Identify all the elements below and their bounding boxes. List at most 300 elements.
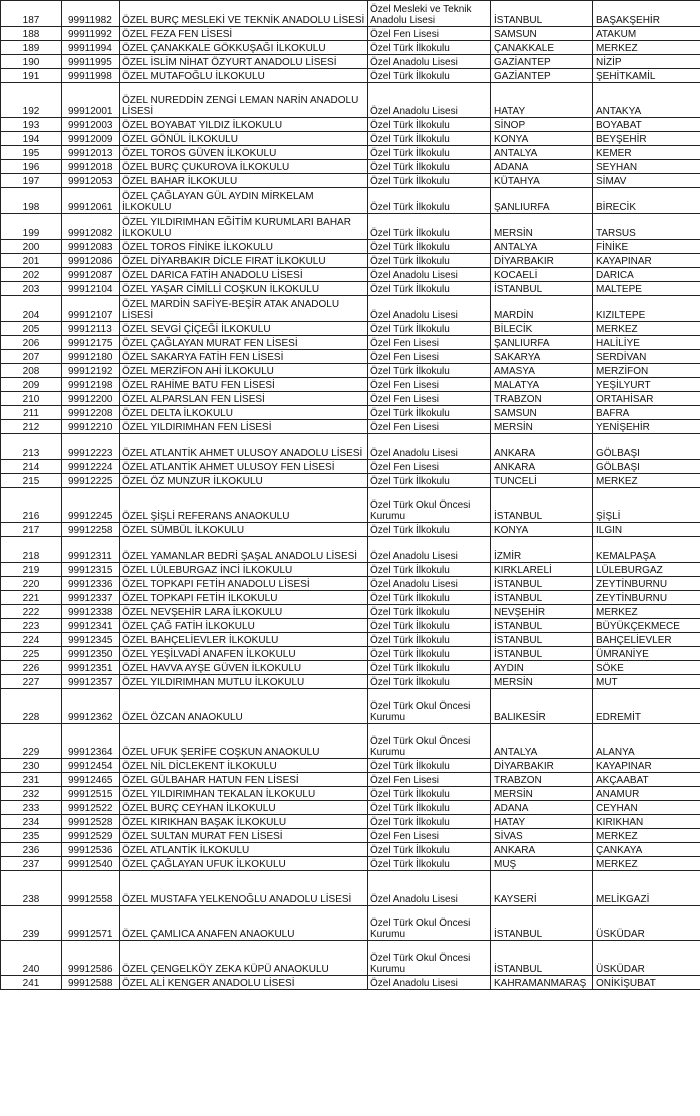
institution-code-cell: 99911998 <box>62 69 120 83</box>
school-name-cell: ÖZEL ATLANTİK AHMET ULUSOY FEN LİSESİ <box>120 460 368 474</box>
row-number-cell: 215 <box>1 474 62 488</box>
institution-code-cell: 99911995 <box>62 55 120 69</box>
row-number-cell: 203 <box>1 282 62 296</box>
school-name-cell: ÖZEL BURÇ MESLEKİ VE TEKNİK ANADOLU LİSESİ <box>120 1 368 27</box>
row-number-cell: 205 <box>1 322 62 336</box>
institution-code-cell: 99912351 <box>62 661 120 675</box>
table-row <box>1 843 700 857</box>
table-row <box>1 378 700 392</box>
table-row <box>1 488 700 523</box>
table-row <box>1 857 700 871</box>
district-cell: ŞEHİTKAMİL <box>593 69 700 83</box>
district-cell: ÜMRANİYE <box>593 647 700 661</box>
school-type-cell: Özel Türk İlkokulu <box>368 146 491 160</box>
city-cell: MERSİN <box>491 675 593 689</box>
school-name-cell: ÖZEL YILDIRIMHAN EĞİTİM KURUMLARI BAHAR İLKOKULU <box>120 214 368 240</box>
city-cell: ANTALYA <box>491 240 593 254</box>
school-name-cell: ÖZEL ÇENGELKÖY ZEKA KÜPÜ ANAOKULU <box>120 941 368 976</box>
city-cell: KAYSERİ <box>491 871 593 906</box>
school-name-cell: ÖZEL FEZA FEN LİSESİ <box>120 27 368 41</box>
school-type-cell: Özel Türk İlkokulu <box>368 474 491 488</box>
school-name-cell: ÖZEL SAKARYA FATİH FEN LİSESİ <box>120 350 368 364</box>
district-cell: ILGIN <box>593 523 700 537</box>
institution-code-cell: 99912558 <box>62 871 120 906</box>
school-name-cell: ÖZEL DELTA İLKOKULU <box>120 406 368 420</box>
institution-code-cell: 99912087 <box>62 268 120 282</box>
school-type-cell: Özel Fen Lisesi <box>368 350 491 364</box>
city-cell: SAMSUN <box>491 27 593 41</box>
city-cell: AMASYA <box>491 364 593 378</box>
institution-code-cell: 99912175 <box>62 336 120 350</box>
district-cell: MERKEZ <box>593 605 700 619</box>
district-cell: AKÇAABAT <box>593 773 700 787</box>
city-cell: MUŞ <box>491 857 593 871</box>
city-cell: İSTANBUL <box>491 633 593 647</box>
school-type-cell: Özel Türk Okul Öncesi Kurumu <box>368 488 491 523</box>
school-type-cell: Özel Türk İlkokulu <box>368 633 491 647</box>
district-cell: ALANYA <box>593 724 700 759</box>
table-row <box>1 364 700 378</box>
school-name-cell: ÖZEL ALPARSLAN FEN LİSESİ <box>120 392 368 406</box>
district-cell: EDREMİT <box>593 689 700 724</box>
row-number-cell: 228 <box>1 689 62 724</box>
school-type-cell: Özel Türk İlkokulu <box>368 406 491 420</box>
row-number-cell: 206 <box>1 336 62 350</box>
city-cell: KIRKLARELİ <box>491 563 593 577</box>
row-number-cell: 218 <box>1 537 62 563</box>
institution-code-cell: 99912198 <box>62 378 120 392</box>
row-number-cell: 204 <box>1 296 62 322</box>
row-number-cell: 199 <box>1 214 62 240</box>
table-row <box>1 83 700 118</box>
city-cell: ADANA <box>491 801 593 815</box>
city-cell: MALATYA <box>491 378 593 392</box>
district-cell: BEYŞEHİR <box>593 132 700 146</box>
district-cell: FİNİKE <box>593 240 700 254</box>
table-row <box>1 434 700 460</box>
table-row <box>1 392 700 406</box>
institution-code-cell: 99912454 <box>62 759 120 773</box>
table-row <box>1 906 700 941</box>
row-number-cell: 239 <box>1 906 62 941</box>
school-type-cell: Özel Anadolu Lisesi <box>368 268 491 282</box>
school-type-cell: Özel Türk İlkokulu <box>368 523 491 537</box>
district-cell: BAŞAKŞEHİR <box>593 1 700 27</box>
district-cell: SERDİVAN <box>593 350 700 364</box>
table-row <box>1 661 700 675</box>
district-cell: LÜLEBURGAZ <box>593 563 700 577</box>
school-name-cell: ÖZEL BOYABAT YILDIZ İLKOKULU <box>120 118 368 132</box>
school-type-cell: Özel Türk İlkokulu <box>368 801 491 815</box>
school-name-cell: ÖZEL TOPKAPI FETİH ANADOLU LİSESİ <box>120 577 368 591</box>
row-number-cell: 238 <box>1 871 62 906</box>
table-row <box>1 27 700 41</box>
district-cell: DARICA <box>593 268 700 282</box>
city-cell: SİNOP <box>491 118 593 132</box>
school-type-cell: Özel Türk İlkokulu <box>368 364 491 378</box>
district-cell: HALİLİYE <box>593 336 700 350</box>
school-type-cell: Özel Anadolu Lisesi <box>368 537 491 563</box>
institution-code-cell: 99912224 <box>62 460 120 474</box>
district-cell: BÜYÜKÇEKMECE <box>593 619 700 633</box>
institution-code-cell: 99912350 <box>62 647 120 661</box>
school-name-cell: ÖZEL NİL DİCLEKENT İLKOKULU <box>120 759 368 773</box>
row-number-cell: 198 <box>1 188 62 214</box>
school-type-cell: Özel Türk Okul Öncesi Kurumu <box>368 689 491 724</box>
district-cell: ŞİŞLİ <box>593 488 700 523</box>
city-cell: HATAY <box>491 815 593 829</box>
school-name-cell: ÖZEL İSLİM NİHAT ÖZYURT ANADOLU LİSESİ <box>120 55 368 69</box>
institution-code-cell: 99912528 <box>62 815 120 829</box>
row-number-cell: 230 <box>1 759 62 773</box>
school-name-cell: ÖZEL NUREDDİN ZENGİ LEMAN NARİN ANADOLU LİSESİ <box>120 83 368 118</box>
district-cell: MERKEZ <box>593 474 700 488</box>
city-cell: KAHRAMANMARAŞ <box>491 976 593 990</box>
row-number-cell: 241 <box>1 976 62 990</box>
row-number-cell: 221 <box>1 591 62 605</box>
institution-code-cell: 99912245 <box>62 488 120 523</box>
school-type-cell: Özel Türk İlkokulu <box>368 240 491 254</box>
table-row <box>1 55 700 69</box>
row-number-cell: 197 <box>1 174 62 188</box>
row-number-cell: 213 <box>1 434 62 460</box>
city-cell: AYDIN <box>491 661 593 675</box>
district-cell: BAHÇELİEVLER <box>593 633 700 647</box>
table-row <box>1 296 700 322</box>
table-row <box>1 647 700 661</box>
row-number-cell: 227 <box>1 675 62 689</box>
institution-code-cell: 99912208 <box>62 406 120 420</box>
school-type-cell: Özel Türk İlkokulu <box>368 188 491 214</box>
school-name-cell: ÖZEL MUTAFOĞLU İLKOKULU <box>120 69 368 83</box>
institution-code-cell: 99912338 <box>62 605 120 619</box>
city-cell: GAZİANTEP <box>491 55 593 69</box>
school-type-cell: Özel Anadolu Lisesi <box>368 296 491 322</box>
district-cell: ANAMUR <box>593 787 700 801</box>
school-type-cell: Özel Türk İlkokulu <box>368 661 491 675</box>
institution-code-cell: 99912192 <box>62 364 120 378</box>
city-cell: TRABZON <box>491 392 593 406</box>
institution-code-cell: 99912522 <box>62 801 120 815</box>
table-row <box>1 282 700 296</box>
district-cell: KAYAPINAR <box>593 254 700 268</box>
school-type-cell: Özel Türk İlkokulu <box>368 619 491 633</box>
table-row <box>1 322 700 336</box>
district-cell: ZEYTİNBURNU <box>593 577 700 591</box>
school-name-cell: ÖZEL KIRIKHAN BAŞAK İLKOKULU <box>120 815 368 829</box>
school-name-cell: ÖZEL TOROS FİNİKE İLKOKULU <box>120 240 368 254</box>
school-name-cell: ÖZEL ÇAĞLAYAN GÜL AYDIN MİRKELAM İLKOKULU <box>120 188 368 214</box>
institution-code-cell: 99912465 <box>62 773 120 787</box>
school-name-cell: ÖZEL NEVŞEHİR LARA İLKOKULU <box>120 605 368 619</box>
city-cell: MARDİN <box>491 296 593 322</box>
city-cell: TUNCELİ <box>491 474 593 488</box>
city-cell: İSTANBUL <box>491 941 593 976</box>
school-name-cell: ÖZEL MARDİN SAFİYE-BEŞİR ATAK ANADOLU LİSESİ <box>120 296 368 322</box>
district-cell: MELİKGAZİ <box>593 871 700 906</box>
district-cell: KEMER <box>593 146 700 160</box>
table-row <box>1 523 700 537</box>
table-row <box>1 563 700 577</box>
school-name-cell: ÖZEL ÖZCAN ANAOKULU <box>120 689 368 724</box>
row-number-cell: 233 <box>1 801 62 815</box>
row-number-cell: 223 <box>1 619 62 633</box>
row-number-cell: 212 <box>1 420 62 434</box>
city-cell: GAZİANTEP <box>491 69 593 83</box>
table-row <box>1 268 700 282</box>
district-cell: ZEYTİNBURNU <box>593 591 700 605</box>
city-cell: ADANA <box>491 160 593 174</box>
school-type-cell: Özel Türk İlkokulu <box>368 41 491 55</box>
table-row <box>1 214 700 240</box>
institution-code-cell: 99912225 <box>62 474 120 488</box>
row-number-cell: 208 <box>1 364 62 378</box>
district-cell: SEYHAN <box>593 160 700 174</box>
school-name-cell: ÖZEL SÜMBÜL İLKOKULU <box>120 523 368 537</box>
row-number-cell: 195 <box>1 146 62 160</box>
school-name-cell: ÖZEL YAŞAR CİMİLLİ COŞKUN İLKOKULU <box>120 282 368 296</box>
city-cell: SAKARYA <box>491 350 593 364</box>
institution-code-cell: 99912536 <box>62 843 120 857</box>
school-type-cell: Özel Anadolu Lisesi <box>368 577 491 591</box>
institution-code-cell: 99912357 <box>62 675 120 689</box>
district-cell: KEMALPAŞA <box>593 537 700 563</box>
city-cell: ANKARA <box>491 843 593 857</box>
school-type-cell: Özel Türk İlkokulu <box>368 675 491 689</box>
school-type-cell: Özel Türk İlkokulu <box>368 647 491 661</box>
row-number-cell: 240 <box>1 941 62 976</box>
city-cell: ANKARA <box>491 460 593 474</box>
school-type-cell: Özel Anadolu Lisesi <box>368 976 491 990</box>
school-name-cell: ÖZEL YAMANLAR BEDRİ ŞAŞAL ANADOLU LİSESİ <box>120 537 368 563</box>
institution-code-cell: 99912362 <box>62 689 120 724</box>
institution-code-cell: 99912341 <box>62 619 120 633</box>
district-cell: KIZILTEPE <box>593 296 700 322</box>
district-cell: GÖLBAŞI <box>593 434 700 460</box>
city-cell: HATAY <box>491 83 593 118</box>
school-type-cell: Özel Türk İlkokulu <box>368 214 491 240</box>
row-number-cell: 210 <box>1 392 62 406</box>
school-name-cell: ÖZEL ALİ KENGER ANADOLU LİSESİ <box>120 976 368 990</box>
school-name-cell: ÖZEL YILDIRIMHAN TEKALAN İLKOKULU <box>120 787 368 801</box>
city-cell: İZMİR <box>491 537 593 563</box>
school-type-cell: Özel Türk İlkokulu <box>368 254 491 268</box>
city-cell: KONYA <box>491 132 593 146</box>
district-cell: MERZİFON <box>593 364 700 378</box>
row-number-cell: 226 <box>1 661 62 675</box>
school-type-cell: Özel Mesleki ve Teknik Anadolu Lisesi <box>368 1 491 27</box>
institution-code-cell: 99912311 <box>62 537 120 563</box>
table-row <box>1 350 700 364</box>
district-cell: YENİŞEHİR <box>593 420 700 434</box>
school-type-cell: Özel Türk Okul Öncesi Kurumu <box>368 941 491 976</box>
city-cell: SİVAS <box>491 829 593 843</box>
row-number-cell: 201 <box>1 254 62 268</box>
institution-code-cell: 99911982 <box>62 1 120 27</box>
city-cell: ŞANLIURFA <box>491 336 593 350</box>
school-type-cell: Özel Fen Lisesi <box>368 829 491 843</box>
table-row <box>1 336 700 350</box>
school-type-cell: Özel Türk İlkokulu <box>368 857 491 871</box>
row-number-cell: 191 <box>1 69 62 83</box>
district-cell: MERKEZ <box>593 829 700 843</box>
row-number-cell: 202 <box>1 268 62 282</box>
school-type-cell: Özel Türk İlkokulu <box>368 843 491 857</box>
table-row <box>1 829 700 843</box>
city-cell: DİYARBAKIR <box>491 759 593 773</box>
school-type-cell: Özel Türk İlkokulu <box>368 605 491 619</box>
city-cell: DİYARBAKIR <box>491 254 593 268</box>
district-cell: CEYHAN <box>593 801 700 815</box>
district-cell: BOYABAT <box>593 118 700 132</box>
row-number-cell: 235 <box>1 829 62 843</box>
table-row <box>1 605 700 619</box>
school-name-cell: ÖZEL YILDIRIMHAN MUTLU İLKOKULU <box>120 675 368 689</box>
school-name-cell: ÖZEL MERZİFON AHİ İLKOKULU <box>120 364 368 378</box>
city-cell: MERSİN <box>491 787 593 801</box>
table-row <box>1 132 700 146</box>
district-cell: BAFRA <box>593 406 700 420</box>
institution-code-cell: 99912337 <box>62 591 120 605</box>
table-row <box>1 406 700 420</box>
school-name-cell: ÖZEL LÜLEBURGAZ İNCİ İLKOKULU <box>120 563 368 577</box>
table-row <box>1 146 700 160</box>
row-number-cell: 222 <box>1 605 62 619</box>
school-type-cell: Özel Türk İlkokulu <box>368 174 491 188</box>
city-cell: KONYA <box>491 523 593 537</box>
table-row <box>1 675 700 689</box>
institution-code-cell: 99912571 <box>62 906 120 941</box>
institution-code-cell: 99912001 <box>62 83 120 118</box>
city-cell: BİLECİK <box>491 322 593 336</box>
school-name-cell: ÖZEL ÇANAKKALE GÖKKUŞAĞI İLKOKULU <box>120 41 368 55</box>
table-row <box>1 815 700 829</box>
row-number-cell: 209 <box>1 378 62 392</box>
institution-code-cell: 99912107 <box>62 296 120 322</box>
row-number-cell: 189 <box>1 41 62 55</box>
row-number-cell: 232 <box>1 787 62 801</box>
district-cell: MERKEZ <box>593 857 700 871</box>
row-number-cell: 216 <box>1 488 62 523</box>
table-row <box>1 474 700 488</box>
institution-code-cell: 99912540 <box>62 857 120 871</box>
table-row <box>1 460 700 474</box>
district-cell: ÜSKÜDAR <box>593 906 700 941</box>
city-cell: TRABZON <box>491 773 593 787</box>
table-row <box>1 420 700 434</box>
district-cell: ÜSKÜDAR <box>593 941 700 976</box>
school-type-cell: Özel Fen Lisesi <box>368 773 491 787</box>
school-name-cell: ÖZEL GÜLBAHAR HATUN FEN LİSESİ <box>120 773 368 787</box>
table-row <box>1 591 700 605</box>
school-name-cell: ÖZEL ÖZ MUNZUR İLKOKULU <box>120 474 368 488</box>
row-number-cell: 214 <box>1 460 62 474</box>
school-name-cell: ÖZEL YEŞİLVADİ ANAFEN İLKOKULU <box>120 647 368 661</box>
row-number-cell: 217 <box>1 523 62 537</box>
school-type-cell: Özel Türk İlkokulu <box>368 322 491 336</box>
table-row <box>1 801 700 815</box>
district-cell: ONİKİŞUBAT <box>593 976 700 990</box>
row-number-cell: 200 <box>1 240 62 254</box>
school-type-cell: Özel Türk İlkokulu <box>368 759 491 773</box>
school-name-cell: ÖZEL ATLANTİK AHMET ULUSOY ANADOLU LİSESİ <box>120 434 368 460</box>
institution-code-cell: 99912113 <box>62 322 120 336</box>
district-cell: ORTAHİSAR <box>593 392 700 406</box>
city-cell: ANKARA <box>491 434 593 460</box>
school-name-cell: ÖZEL YILDIRIMHAN FEN LİSESİ <box>120 420 368 434</box>
city-cell: MERSİN <box>491 420 593 434</box>
city-cell: SAMSUN <box>491 406 593 420</box>
district-cell: MALTEPE <box>593 282 700 296</box>
row-number-cell: 237 <box>1 857 62 871</box>
institution-code-cell: 99912053 <box>62 174 120 188</box>
school-type-cell: Özel Türk İlkokulu <box>368 563 491 577</box>
school-type-cell: Özel Türk İlkokulu <box>368 787 491 801</box>
institution-code-cell: 99912258 <box>62 523 120 537</box>
school-type-cell: Özel Türk İlkokulu <box>368 118 491 132</box>
table-row <box>1 118 700 132</box>
school-name-cell: ÖZEL ATLANTİK İLKOKULU <box>120 843 368 857</box>
table-row <box>1 633 700 647</box>
row-number-cell: 211 <box>1 406 62 420</box>
institution-code-cell: 99912104 <box>62 282 120 296</box>
row-number-cell: 224 <box>1 633 62 647</box>
row-number-cell: 188 <box>1 27 62 41</box>
table-row <box>1 577 700 591</box>
school-type-cell: Özel Fen Lisesi <box>368 460 491 474</box>
school-type-cell: Özel Türk İlkokulu <box>368 282 491 296</box>
school-type-cell: Özel Türk İlkokulu <box>368 69 491 83</box>
row-number-cell: 225 <box>1 647 62 661</box>
city-cell: İSTANBUL <box>491 1 593 27</box>
school-type-cell: Özel Türk Okul Öncesi Kurumu <box>368 724 491 759</box>
row-number-cell: 196 <box>1 160 62 174</box>
city-cell: İSTANBUL <box>491 619 593 633</box>
table-row <box>1 254 700 268</box>
city-cell: KÜTAHYA <box>491 174 593 188</box>
district-cell: MUT <box>593 675 700 689</box>
city-cell: İSTANBUL <box>491 577 593 591</box>
institution-code-cell: 99912083 <box>62 240 120 254</box>
school-name-cell: ÖZEL BAHAR İLKOKULU <box>120 174 368 188</box>
table-body <box>1 1 700 990</box>
institution-code-cell: 99912180 <box>62 350 120 364</box>
school-type-cell: Özel Fen Lisesi <box>368 27 491 41</box>
district-cell: ANTAKYA <box>593 83 700 118</box>
institution-code-cell: 99911994 <box>62 41 120 55</box>
institution-code-cell: 99912223 <box>62 434 120 460</box>
school-type-cell: Özel Anadolu Lisesi <box>368 871 491 906</box>
city-cell: ÇANAKKALE <box>491 41 593 55</box>
school-name-cell: ÖZEL TOROS GÜVEN İLKOKULU <box>120 146 368 160</box>
table-row <box>1 941 700 976</box>
school-name-cell: ÖZEL ÇAĞLAYAN UFUK İLKOKULU <box>120 857 368 871</box>
school-name-cell: ÖZEL RAHİME BATU FEN LİSESİ <box>120 378 368 392</box>
city-cell: İSTANBUL <box>491 591 593 605</box>
district-cell: SİMAV <box>593 174 700 188</box>
school-type-cell: Özel Anadolu Lisesi <box>368 434 491 460</box>
city-cell: NEVŞEHİR <box>491 605 593 619</box>
school-type-cell: Özel Anadolu Lisesi <box>368 55 491 69</box>
school-type-cell: Özel Anadolu Lisesi <box>368 83 491 118</box>
institution-code-cell: 99912086 <box>62 254 120 268</box>
table-row <box>1 188 700 214</box>
city-cell: MERSİN <box>491 214 593 240</box>
city-cell: ŞANLIURFA <box>491 188 593 214</box>
table-row <box>1 537 700 563</box>
district-cell: YEŞİLYURT <box>593 378 700 392</box>
school-name-cell: ÖZEL DİYARBAKIR DİCLE FIRAT İLKOKULU <box>120 254 368 268</box>
